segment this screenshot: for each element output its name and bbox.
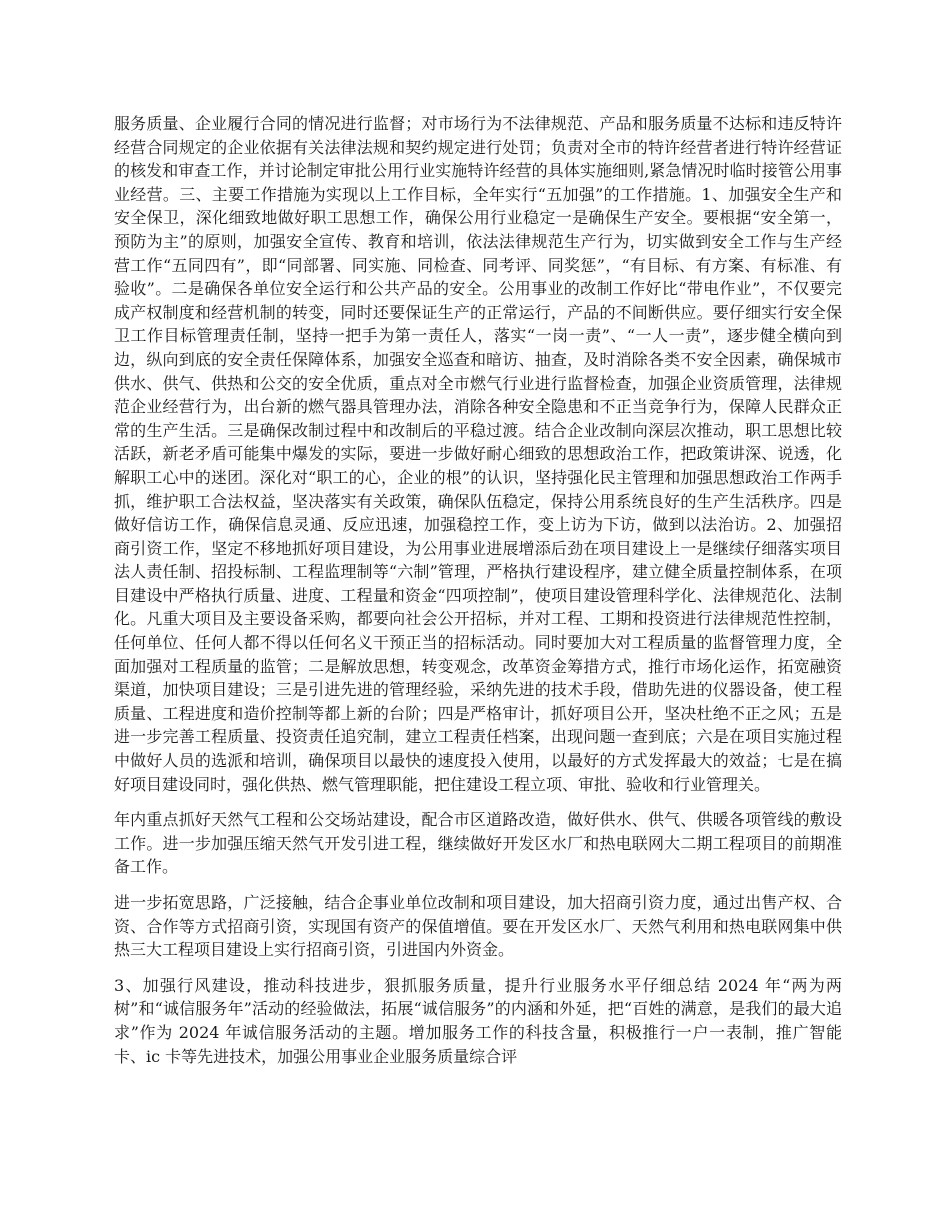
paragraph-gas-and-transit: 年内重点抓好天然气工程和公交场站建设，配合市区道路改造，做好供水、供气、供暖各项管线的敷设工作。进一步加强压缩天然气开发引进工程，继续做好开发区水厂和热电联网大二期工程项目的前期准备工作。 xyxy=(114,810,842,877)
document-body xyxy=(114,112,842,1080)
paragraph-investment: 进一步拓宽思路，广泛接触，结合企事业单位改制和项目建设，加大招商引资力度，通过出售产权、合资、合作等方式招商引资，实现国有资产的保值增值。要在开发区水厂、天然气利用和热电联网集中供热三大工程项目建设上实行招商引资，引进国内外资金。 xyxy=(114,893,842,960)
paragraph-main-measures: 服务质量、企业履行合同的情况进行监督；对市场行为不法律规范、产品和服务质量不达标和违反特许经营合同规定的企业依据有关法律法规和契约规定进行处罚；负责对全市的特许经营者进行特许经营证的核发和审查工作，并讨论制定审批公用行业实施特许经营的具体实施细则,紧急情况时临时接管公用事业经营。三、主要工作措施为实现以上工作目标，全年实行“五加强”的工作措施。1、加强安全生产和安全保卫，深化细致地做好职工思想工作，确保公用行业稳定一是确保生产安全。要根据“安全第一，预防为主”的原则，加强安全宣传、教育和培训，依法法律规范生产行为，切实做到安全工作与生产经营工作“五同四有”，即“同部署、同实施、同检查、同考评、同奖惩”，“有目标、有方案、有标准、有验收”。二是确保各单位安全运行和公共产品的安全。公用事业的改制工作好比“带电作业”，不仅要完成产权制度和经营机制的转变，同时还要保证生产的正常运行，产品的不间断供应。要仔细实行安全保卫工作目标管理责任制，坚持一把手为第一责任人，落实“一岗一责”、“一人一责”，逐步健全横向到边，纵向到底的安全责任保障体系，加强安全巡查和暗访、抽查，及时消除各类不安全因素，确保城市供水、供气、供热和公交的安全优质，重点对全市燃气行业进行监督检查，加强企业资质管理，法律规范企业经营行为，出台新的燃气器具管理办法，消除各种安全隐患和不正当竞争行为，保障人民群众正常的生产生活。三是确保改制过程中和改制后的平稳过渡。结合企业改制向深层次推动，职工思想比较活跃，新老矛盾可能集中爆发的实际，要进一步做好耐心细致的思想政治工作，把政策讲深、说透，化解职工心中的迷团。深化对“职工的心，企业的根”的认识，坚持强化民主管理和加强思想政治工作两手抓，维护职工合法权益，坚决落实有关政策，确保队伍稳定，保持公用系统良好的生产生活秩序。四是做好信访工作，确保信息灵通、反应迅速，加强稳控工作，变上访为下访，做到以法治访。2、加强招商引资工作，坚定不移地抓好项目建设，为公用事业进展增添后劲在项目建设上一是继续仔细落实项目法人责任制、招投标制、工程监理制等“六制”管理，严格执行建设程序，建立健全质量控制体系，在项目建设中严格执行质量、进度、工程量和资金“四项控制”，使项目建设管理科学化、法律规范化、法制化。凡重大项目及主要设备采购，都要向社会公开招标，并对工程、工期和投资进行法律规范性控制，任何单位、任何人都不得以任何名义干预正当的招标活动。同时要加大对工程质量的监督管理力度，全面加强对工程质量的监管；二是解放思想，转变观念，改革资金筹措方式，推行市场化运作，拓宽融资渠道，加快项目建设；三是引进先进的管理经验，采纳先进的技术手段，借助先进的仪器设备，使工程质量、工程进度和造价控制等都上新的台阶；四是严格审计，抓好项目公开，坚决杜绝不正之风；五是进一步完善工程质量、投资责任追究制，建立工程责任档案，出现问题一查到底；六是在项目实施过程中做好人员的选派和培训，确保项目以最快的速度投入使用，以最好的方式发挥最大的效益；七是在搞好项目建设同时，强化供热、燃气管理职能，把住建设工程立项、审批、验收和行业管理关。 xyxy=(114,114,842,794)
paragraph-service-quality: 3、加强行风建设，推动科技进步，狠抓服务质量，提升行业服务水平仔细总结 2024 年“两为两树”和“诚信服务年”活动的经验做法，拓展“诚信服务”的内涵和外延，把“百姓的满意，是我们的最大追求”作为 2024 年诚信服务活动的主题。增加服务工作的科技含量，积极推行一户一表制，推广智能卡、ic 卡等先进技术，加强公用事业企业服务质量综合评 xyxy=(114,975,842,1066)
